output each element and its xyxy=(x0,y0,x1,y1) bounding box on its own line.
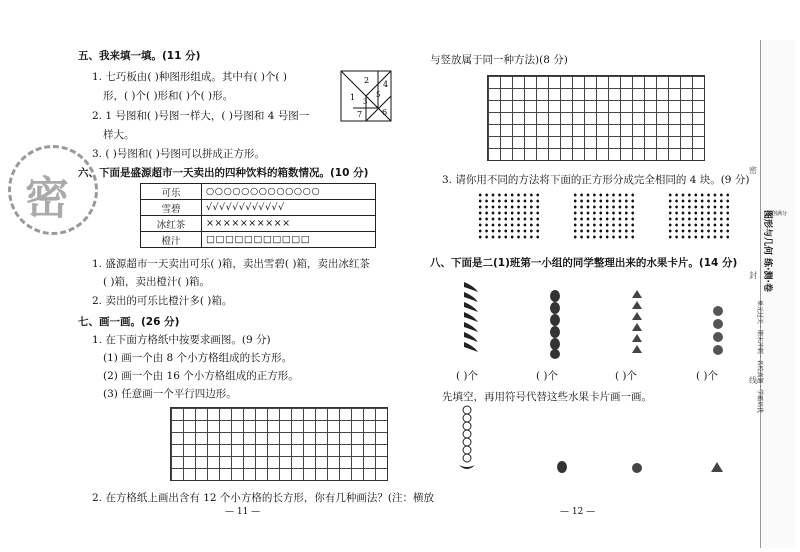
table-row xyxy=(141,216,376,232)
drink-name: 橙汁 xyxy=(141,232,202,248)
s5-q2-line1: 2. 1 号图和( )号图一样大，( )号图和 4 号图一 xyxy=(92,110,310,122)
dot-square-1[interactable] xyxy=(477,192,541,240)
drink-name: 可乐 xyxy=(141,184,202,200)
s5-q2-line2: 样大。 xyxy=(103,129,135,141)
dot-square-2[interactable] xyxy=(572,192,636,240)
s5-title: 五、我来填一填。(11 分) xyxy=(78,50,201,62)
s7-q1: 1. 在下面方格纸中按要求画图。(9 分) xyxy=(92,334,271,346)
tangram-label: 5 xyxy=(376,91,381,99)
right-q3: 3. 请你用不同的方法将下面的正方形分成完全相同的 4 块。(9 分) xyxy=(442,174,750,186)
bind-mark: 封 xyxy=(749,271,757,280)
s5-q3: 3. ( )号图和( )号图可以拼成正方形。 xyxy=(92,148,265,160)
pear-column xyxy=(548,288,562,363)
pear-icon xyxy=(548,288,562,360)
s6-q1-line1: 1. 盛源超市一天卖出可乐( )箱，卖出雪碧( )箱，卖出冰红茶 xyxy=(92,258,370,270)
s5-q1-line2: 形，( )个( )形和( )个( )形。 xyxy=(103,90,234,102)
drinks-table xyxy=(140,183,376,248)
s8-title: 八、下面是二(1)班第一小组的同学整理出来的水果卡片。(14 分) xyxy=(430,257,738,269)
s7-q1-2: (2) 画一个由 16 个小方格组成的正方形。 xyxy=(103,370,299,382)
confidential-seal xyxy=(8,145,98,235)
s7-q1-1: (1) 画一个由 8 个小方格组成的长方形。 xyxy=(103,352,293,364)
table-row xyxy=(141,232,376,248)
blank-pineapple[interactable]: ( )个 xyxy=(615,370,638,382)
s5-q1-line1: 1. 七巧板由( )种图形组成。其中有( )个( ) xyxy=(92,71,287,83)
tangram-label: 7 xyxy=(357,110,363,119)
continued-text: 与竖放属于同一种方法)(8 分) xyxy=(430,54,568,66)
blank-banana[interactable]: ( )个 xyxy=(456,370,479,382)
drink-marks: √√√√√√√√√√√√ xyxy=(202,200,376,216)
grid-paper-left[interactable] xyxy=(170,407,388,481)
bind-mark: 密 xyxy=(749,166,757,175)
tangram-label: 4 xyxy=(383,80,389,89)
table-row xyxy=(141,184,376,200)
tangram-label: 2 xyxy=(364,76,370,85)
s6-q2: 2. 卖出的可乐比橙汁多( )箱。 xyxy=(92,295,233,307)
apple-icon xyxy=(711,305,725,359)
drink-marks: ×××××××××× xyxy=(202,216,376,232)
pineapple-icon xyxy=(630,288,644,360)
grid-paper-right[interactable] xyxy=(487,75,705,161)
tangram-label: 3 xyxy=(363,98,368,106)
page-number-left: — 11 — xyxy=(225,507,261,517)
s7-q1-3: (3) 任意画一个平行四边形。 xyxy=(103,388,237,400)
drink-marks: ○○○○○○○○○○○○○ xyxy=(202,184,376,200)
banana-icon xyxy=(462,280,482,360)
dot-square-3[interactable] xyxy=(667,192,731,240)
pear-icon xyxy=(557,461,567,473)
banana-icon xyxy=(459,465,475,469)
banana-column xyxy=(462,280,476,363)
apple-column xyxy=(711,305,725,362)
blank-pear[interactable]: ( )个 xyxy=(536,370,559,382)
s7-q2: 2. 在方格纸上画出含有 12 个小方格的长方形，你有几种画法？(注：横放 xyxy=(92,492,434,504)
blank-apple[interactable]: ( )个 xyxy=(696,370,719,382)
apple-icon xyxy=(632,463,642,473)
seal-char: 密 xyxy=(25,173,69,224)
sidebar-title: 图形与几何 练·测·卷 xyxy=(762,210,772,292)
s6-q1-line2: ( )箱，卖出橙汁( )箱。 xyxy=(103,276,211,288)
tangram-figure xyxy=(340,70,392,122)
symbol-chart[interactable] xyxy=(455,405,745,475)
bind-mark: 线 xyxy=(749,376,757,385)
drink-name: 冰红茶 xyxy=(141,216,202,232)
fill-instruction: 先填空，再用符号代替这些水果卡片画一画。 xyxy=(442,391,652,403)
drink-name: 雪碧 xyxy=(141,200,202,216)
tangram-label: 6 xyxy=(382,108,388,117)
brand-label: 原创满分 xyxy=(767,211,788,217)
table-row xyxy=(141,200,376,216)
s6-title: 六、下面是盛源超市一天卖出的四种饮料的箱数情况。(10 分) xyxy=(78,167,369,179)
pineapple-column xyxy=(630,288,644,363)
binding-sidebar xyxy=(760,40,795,548)
tangram-label: 1 xyxy=(350,93,356,102)
page-number-right: — 12 — xyxy=(560,507,596,517)
drink-marks: □□□□□□□□□□□ xyxy=(202,232,376,248)
s7-title: 七、画一画。(26 分) xyxy=(78,316,180,328)
sidebar-subtitle: 单元过关 · 期末冲刺 · 名校真题 · 学霸培优 xyxy=(756,300,763,414)
pineapple-icon xyxy=(711,462,723,472)
